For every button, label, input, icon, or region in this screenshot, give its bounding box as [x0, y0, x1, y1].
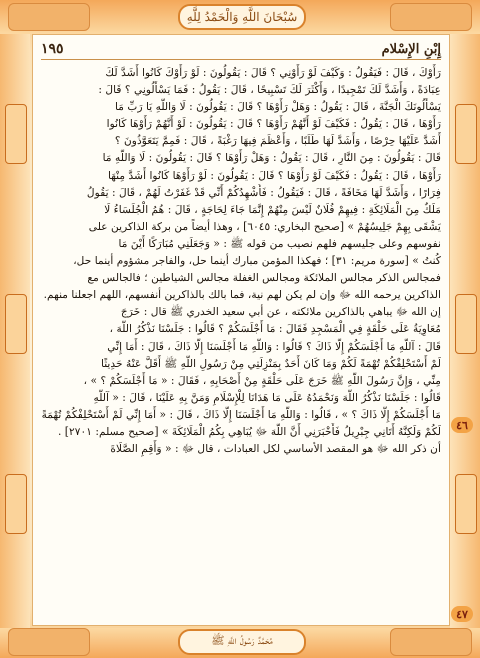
text-line: رَأَوْهَا ، قَالَ : يَقُولُ : فَكَيْفَ لَوْ أَنَّهُمْ رَأَوْهَا ؟ قَالَ : يَقُولُونَ : لَوْ أَنَّهُمْ رَأَوْهَا كَانُوا	[106, 117, 441, 131]
text-line: الذاكرين يرحمه الله ﷻ وإن لم يكن لهم نية، فما بالك بالذاكرين أنفسهم، اللهم اجعلنا منهم.	[43, 288, 441, 302]
text-line: نفوسهم وعلى جليسهم فلهم نصيب من قوله ﷺ : « وَجَعَلَنِي مُبَارَكًا أَيْنَ مَا	[118, 236, 441, 250]
quran-book-ornament-top-right	[390, 3, 472, 31]
page-content	[32, 34, 468, 626]
page-header	[41, 39, 441, 60]
text-line: قَالَ : آللَّهِ مَا أَجْلَسَكُمْ إِلَّا ذَاكَ ؟ قَالُوا : وَاللَّهِ مَا أَجْلَسَنَا إِلَّا ذَاكَ ، قَالَ : أَمَا إِنِّي	[107, 339, 441, 353]
right-calligraphy-badge	[455, 294, 477, 354]
item-number-badge: ٤٧	[451, 606, 473, 622]
text-line: فمجالس الذكر مجالس الملائكة ومجالس الغفلة مجالس الشياطين ؛ فالجالس مع	[87, 271, 441, 285]
text-line: قَالُوا : جَلَسْنَا نَذْكُرُ اللَّهَ وَنَحْمَدُهُ عَلَى مَا هَدَانَا لِلْإِسْلَامِ وَمَنَّ بِهِ عَلَيْنَا ، قَالَ : « آللَّهِ	[93, 390, 441, 404]
text-line: فِرَارًا ، وَأَشَدَّ لَهَا مَخَافَةً ، قَالَ : فَيَقُولُ : فَأُشْهِدُكُمْ أَنِّي قَدْ غَفَرْتُ لَهُمْ ، قَالَ : يَقُولُ	[86, 185, 441, 199]
left-mosque-badge	[5, 474, 27, 534]
text-line: عِبَادَةً ، وَأَشَدَّ لَكَ تَمْجِيدًا ، وَأَكْثَرَ لَكَ تَسْبِيحًا ، قَالَ : يَقُولُ : فَمَا يَسْأَلُونِي ؟ قَالَ :	[98, 83, 441, 97]
right-mosque-badge	[455, 474, 477, 534]
body-text	[41, 64, 441, 457]
text-line: رَأَوْهَا ، قَالَ : يَقُولُ : فَكَيْفَ لَوْ رَأَوْهَا ؟ قَالَ : يَقُولُونَ : لَوْ رَأَوْهَا كَانُوا أَشَدَّ مِنْهَا	[107, 168, 441, 182]
text-line: كُنتُ » [سورة مريم: ٣١] ؛ فهكذا المؤمن مبارك أينما حل، والفاجر مشؤوم أينما حل،	[73, 254, 441, 268]
text-line: يَسْأَلُونَكَ الْجَنَّةَ ، قَالَ : يَقُولُ : وَهَلْ رَأَوْهَا ؟ قَالَ : يَقُولُونَ : لَا وَاللَّهِ يَا رَبِّ مَا	[115, 100, 441, 114]
text-line: لَمْ أَسْتَحْلِفْكُمْ تُهْمَةً لَكُمْ وَمَا كَانَ أَحَدٌ بِمَنْزِلَتِي مِنْ رَسُولِ اللَّهِ ﷺ أَقَلَّ عَنْهُ حَدِيثًا	[100, 356, 441, 370]
book-title: إِبْنِ الإِسْلام	[381, 41, 441, 57]
text-line: إن الله ﷻ يباهي بالذاكرين ملائكته ، عن أبي سعيد الخدري ﷺ قال : خَرَجَ	[120, 305, 441, 319]
text-line: أَشَدَّ عَلَيْهَا حِرْصًا ، وَأَشَدَّ لَهَا طَلَبًا ، وَأَعْظَمَ فِيهَا رَغْبَةً ، قَالَ : فَمِمَّ يَتَعَوَّذُونَ ؟	[114, 134, 441, 148]
text-line: قَالَ : يَقُولُونَ : مِنَ النَّارِ ، قَالَ : يَقُولُ : وَهَلْ رَأَوْهَا ؟ قَالَ : يَقُولُونَ : لَا وَاللَّهِ مَا	[102, 151, 441, 165]
text-line: مِنِّي ، وَإِنَّ رَسُولَ اللَّهِ ﷺ خَرَجَ عَلَى حَلْقَةٍ مِنْ أَصْحَابِهِ ، فَقَالَ : « مَا أَجْلَسَكُمْ ؟ » ،	[83, 373, 441, 387]
item-number-badge: ٤٦	[451, 417, 473, 433]
text-line: رَأَوْكَ ، قَالَ : فَيَقُولُ : وَكَيْفَ لَوْ رَأَوْنِي ؟ قَالَ : يَقُولُونَ : لَوْ رَأَوْكَ كَانُوا أَشَدَّ لَكَ	[105, 66, 441, 79]
text-line: يَشْقَى بِهِمْ جَلِيسُهُمْ » [صحيح البخاري: ٦٠٤٥] ، وهذا أيضاً من بركة الذاكرين على	[88, 219, 441, 233]
right-kaaba-badge	[455, 104, 477, 164]
text-line: مُعَاوِيَةُ عَلَى حَلْقَةٍ فِي الْمَسْجِدِ فَقَالَ : مَا أَجْلَسَكُمْ ؟ قَالُوا : جَلَسْنَا نَذْكُرُ اللَّهَ ،	[109, 322, 441, 336]
bottom-calligraphy-cartouche: مُحَمَّدٌ رَسُولُ اللَّهِ ﷺ	[178, 629, 306, 655]
text-line: مَلَكٌ مِنَ الْمَلَائِكَةِ : فِيهِمْ فُلَانٌ لَيْسَ مِنْهُمْ إِنَّمَا جَاءَ لِحَاجَةٍ ، قَالَ : هُمُ الْجُلَسَاءُ لَا	[104, 202, 441, 216]
page-number: ١٩٥	[41, 41, 64, 57]
text-line: مَا أَجْلَسَكُمْ إِلَّا ذَاكَ ؟ » ، قَالُوا : وَاللَّهِ مَا أَجْلَسَنَا إِلَّا ذَاكَ ، قَالَ : « أَمَا إِنِّي لَمْ أَسْتَحْلِفْكُمْ تُهْمَةً	[41, 407, 441, 421]
quran-book-ornament-bottom-left	[8, 628, 90, 656]
text-line: أن ذكر الله ﷻ هو المقصد الأساسي لكل العبادات ، قال ﷻ : « وَأَقِمِ الصَّلَاةَ	[110, 442, 441, 456]
left-calligraphy-badge	[5, 104, 27, 164]
left-border-ornament	[0, 34, 30, 628]
right-border-ornament	[450, 34, 480, 628]
top-calligraphy-cartouche: سُبْحَانَ اللَّهِ وَالْحَمْدُ لِلَّهِ	[178, 4, 306, 30]
quran-book-ornament-bottom-right	[390, 628, 472, 656]
left-calligraphy-badge	[5, 294, 27, 354]
quran-book-ornament-top-left	[8, 3, 90, 31]
text-line: لَكُمْ وَلَكِنَّهُ أَتَانِي جِبْرِيلُ فَأَخْبَرَنِي أَنَّ اللَّهَ ﷻ يُبَاهِي بِكُمُ الْمَلَائِكَةَ » [صحيح مسلم: ٢٧٠١] .	[58, 424, 441, 438]
